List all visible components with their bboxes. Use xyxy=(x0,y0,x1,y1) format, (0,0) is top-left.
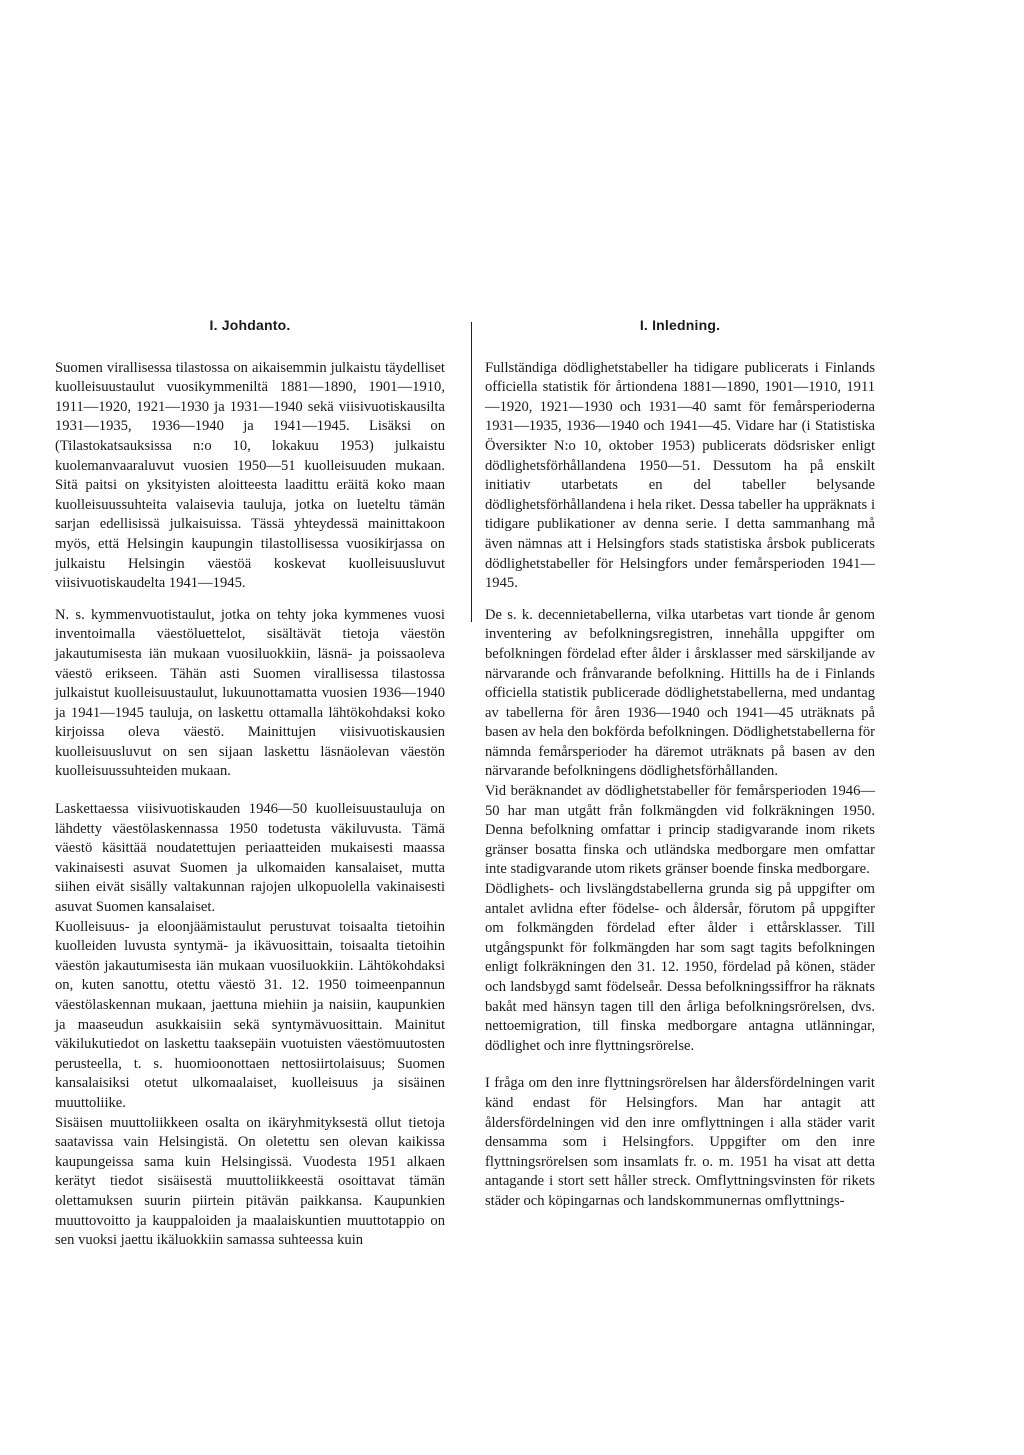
swedish-paragraph-4: Dödlighets- och livslängdstabellerna grunda sig på uppgifter om antalet avlidna efter födelse- och åldersår, förutom på uppgifter om folkmängden fördelad efter ålder i ettårsklasser. Till utgångspunkt för folkmängden har som sagt tagits befolkningen enligt folkräkningen den 31. 12. 1950, fördelad på könen, städer och landsbygd samt födelseår. Dessa befolkningssiffror ha räknats bakåt med hänsyn tagen till den årliga befolkningsrörelsen, dvs. nettoemigration, till finska medborgare antagna utlänningar, dödlighet och inre flyttningsrörelse. xyxy=(485,881,875,1054)
swedish-heading: I. Inledning. xyxy=(639,317,721,333)
swedish-paragraph-3: Vid beräknandet av dödlighetstabeller för femårsperioden 1946—50 har man utgått från folkmängden vid folkräkningen 1950. Denna befolkning omfattar i princip stadigvarande inom rikets gränser bosatta finska och utländska medborgare men omfattar inte stadigvarande utom rikets gränser boende finska medborgare. xyxy=(485,783,875,878)
finnish-heading: I. Johdanto. xyxy=(209,317,291,333)
swedish-column xyxy=(485,316,875,1212)
finnish-column xyxy=(55,316,445,1251)
finnish-paragraph-2: N. s. kymmenvuotistaulut, jotka on tehty joka kymmenes vuosi inventoimalla väestöluettelot, sisältävät tietoja väestön jakautumisesta iän mukaan vuosiluokkiin, läsnä- ja poissaoleva väestö erikseen. Tähän asti Suomen virallisessa tilastossa julkaistut kuolleisuustaulut, lukuunottamatta vuosien 1936—1940 ja 1941—1945 tauluja, on laskettu ottamalla lähtökohdaksi koko kirjoissa oleva väestö. Mainittujen viisivuotiskausien kuolleisuusluvut on sen sijaan laskettu läsnäolevan väestön kuolleisuussuhteiden mukaan. xyxy=(55,606,445,780)
finnish-paragraph-5: Sisäisen muuttoliikkeen osalta on ikäryhmityksestä ollut tietoja saatavissa vain Helsingistä. On oletettu sen olevan kaikissa kaupungeissa sama kuin Helsingissä. Vuodesta 1951 alkaen kerätyt tiedot sisäisestä muuttoliikkeestä osoittavat tämän olettamuksen suurin piirtein pitävän paikkansa. Kaupunkien muuttovoitto ja kauppaloiden ja maalaiskuntien muuttotappio on sen vuoksi jaettu ikäluokkiin samassa suhteessa kuin xyxy=(55,1114,445,1249)
finnish-paragraph-1: Suomen virallisessa tilastossa on aikaisemmin julkaistu täydelliset kuolleisuustaulut vuosikymmeniltä 1881—1890, 1901—1910, 1911—1920, 1921—1930 ja 1931—1940 sekä viisivuotiskausilta 1931—1935, 1936—1940 ja 1941—1945. Lisäksi on (Tilastokatsauksissa n:o 10, lokakuu 1953) julkaistu kuolemanvaaraluvut vuosien 1950—51 kuolleisuuden mukaan. Sitä paitsi on yksityisten aloitteesta laadittu eräitä koko maan kuolleisuussuhteita valaisevia tauluja, jotka on lueteltu tämän sarjan edellisissä julkaisuissa. Tässä yhteydessä mainittakoon myös, että Helsingin kaupungin tilastollisessa vuosikirjassa on julkaistu Helsingin väestöä koskevat kuolleisuusluvut viisivuotiskaudelta 1941—1945. xyxy=(55,359,445,592)
swedish-paragraph-2: De s. k. decennietabellerna, vilka utarbetas vart tionde år genom inventering av befolkningsregistren, innehålla uppgifter om befolkningen fördelad efter ålder i årsklasser med särskiljande av närvarande och frånvarande befolkning. Hittills ha de i Finlands officiella statistik publicerade dödlighetstabellerna, med undantag av tabellerna för åren 1936—1940 och 1941—45 uträknats på basen av hela den bokförda befolkningen. Dödlighetstabellerna för nämnda femårsperioder ha däremot uträknats på basen av den närvarande befolkningens dödlighetsförhållanden. xyxy=(485,606,875,780)
finnish-paragraph-4: Kuolleisuus- ja eloonjäämistaulut perustuvat toisaalta tietoihin kuolleiden luvusta syntymä- ja ikävuosittain, toisaalta tietoihin väestön jakautumisesta iän mukaan vuosiluokkiin. Lähtökohdaksi on, kuten sanottu, otettu väestö 31. 12. 1950 toimeenpannun väestölaskennan mukaan, jaettuna miehiin ja naisiin, kaupunkien ja maaseudun asukkaisiin sekä syntymävuosittain. Mainitut väkilukutiedot on laskettu taaksepäin vuotuisten väestömuutosten perusteella, t. s. huomioonottaen nettosiirtolaisuus; Suomen kansalaisiksi otetut ulkomaalaiset, kuolleisuus ja sisäinen muuttoliike. xyxy=(55,918,445,1111)
column-divider xyxy=(471,322,472,622)
finnish-paragraph-3: Laskettaessa viisivuotiskauden 1946—50 kuolleisuustauluja on lähdetty väestölaskennassa 1950 todetusta väkiluvusta. Tämä väestö käsittää noudatettujen periaatteiden mukaisesti maassa vakinaisesti asuvat Suomen ja ulkomaiden kansalaiset, mutta siihen eivät sisälly valtakunnan rajojen ulkopuolella vakinaisesti asuvat Suomen kansalaiset. xyxy=(55,801,445,916)
swedish-paragraph-1: Fullständiga dödlighetstabeller ha tidigare publicerats i Finlands officiella statistik för årtiondena 1881—1890, 1901—1910, 1911—1920, 1921—1930 och 1931—40 samt för femårsperioderna 1931—1935, 1936—1940 och 1941—45. Vidare har (i Statistiska Översikter N:o 10, oktober 1953) publicerats dödsrisker enligt dödlighetsförhållandena 1950—51. Dessutom ha på enskilt initiativ utarbetats en del tabeller belysande dödlighetsförhållandena i hela riket. Dessa tabeller ha uppräknats i tidigare publikationer av denna serie. I detta sammanhang må även nämnas att i Helsingfors stads statistiska årsbok publicerats dödlighetstabeller för Helsingfors under femårsperioden 1941—1945. xyxy=(485,359,875,592)
swedish-paragraph-5: I fråga om den inre flyttningsrörelsen har åldersfördelningen varit känd endast för Helsingfors. Man har antagit att åldersfördelningen vid den inre omflyttningen i alla städer varit densamma som i Helsingfors. Uppgifter om den inre flyttningsrörelsen som insamlats fr. o. m. 1951 ha visat att detta antagande i stort sett håller streck. Omflyttningsvinsten för rikets städer och köpingarnas och landskommunernas omflyttnings- xyxy=(485,1075,875,1209)
